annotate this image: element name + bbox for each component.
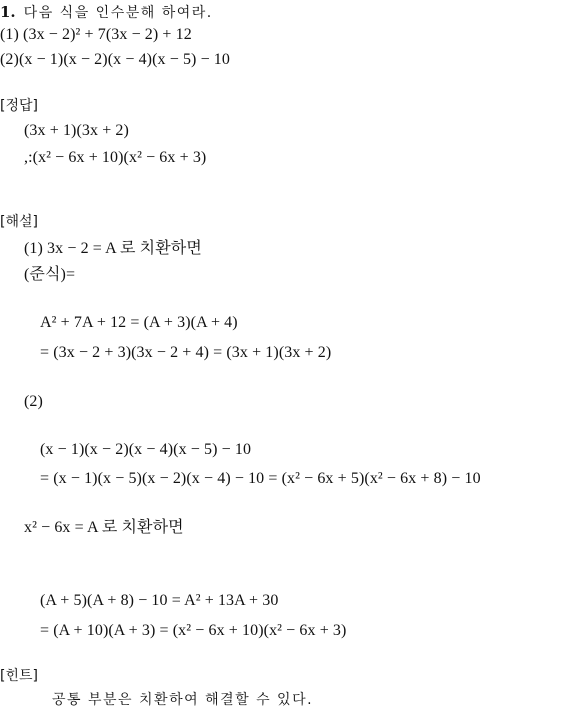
- problem-instruction: 다음 식을 인수분해 하여라.: [23, 5, 213, 21]
- problem-item-2: (2)(x − 1)(x − 2)(x − 4)(x − 5) − 10: [0, 51, 230, 68]
- hint-heading: [힌트]: [0, 668, 38, 684]
- explanation-part1-intro: (1) 3x − 2 = A 로 치환하면: [24, 240, 202, 257]
- problem-header: [0, 2, 213, 23]
- explanation-part1-line1: A² + 7A + 12 = (A + 3)(A + 4): [40, 314, 238, 331]
- problem-item-1: (1) (3x − 2)² + 7(3x − 2) + 12: [0, 26, 192, 43]
- explanation-part2-line4: = (A + 10)(A + 3) = (x² − 6x + 10)(x² − 6x + 3): [40, 622, 347, 639]
- answer-line-2: ,:(x² − 6x + 10)(x² − 6x + 3): [24, 149, 207, 166]
- explanation-part1-eq-label: (준식)=: [24, 266, 76, 283]
- explanation-part2-line3: (A + 5)(A + 8) − 10 = A² + 13A + 30: [40, 592, 279, 609]
- explanation-part2-substitution: x² − 6x = A 로 치환하면: [24, 519, 184, 536]
- explanation-part2-label: (2): [24, 393, 43, 410]
- explanation-part2-line1: (x − 1)(x − 2)(x − 4)(x − 5) − 10: [40, 441, 252, 458]
- problem-number: 1.: [0, 3, 16, 21]
- explanation-heading: [해설]: [0, 214, 38, 230]
- answer-line-1: (3x + 1)(3x + 2): [24, 122, 129, 139]
- hint-text: 공통 부분은 치환하여 해결할 수 있다.: [52, 692, 314, 708]
- explanation-part1-line2: = (3x − 2 + 3)(3x − 2 + 4) = (3x + 1)(3x + 2): [40, 344, 332, 361]
- answer-heading: [정답]: [0, 98, 38, 114]
- explanation-part2-line2: = (x − 1)(x − 5)(x − 2)(x − 4) − 10 = (x² − 6x + 5)(x² − 6x + 8) − 10: [40, 470, 481, 487]
